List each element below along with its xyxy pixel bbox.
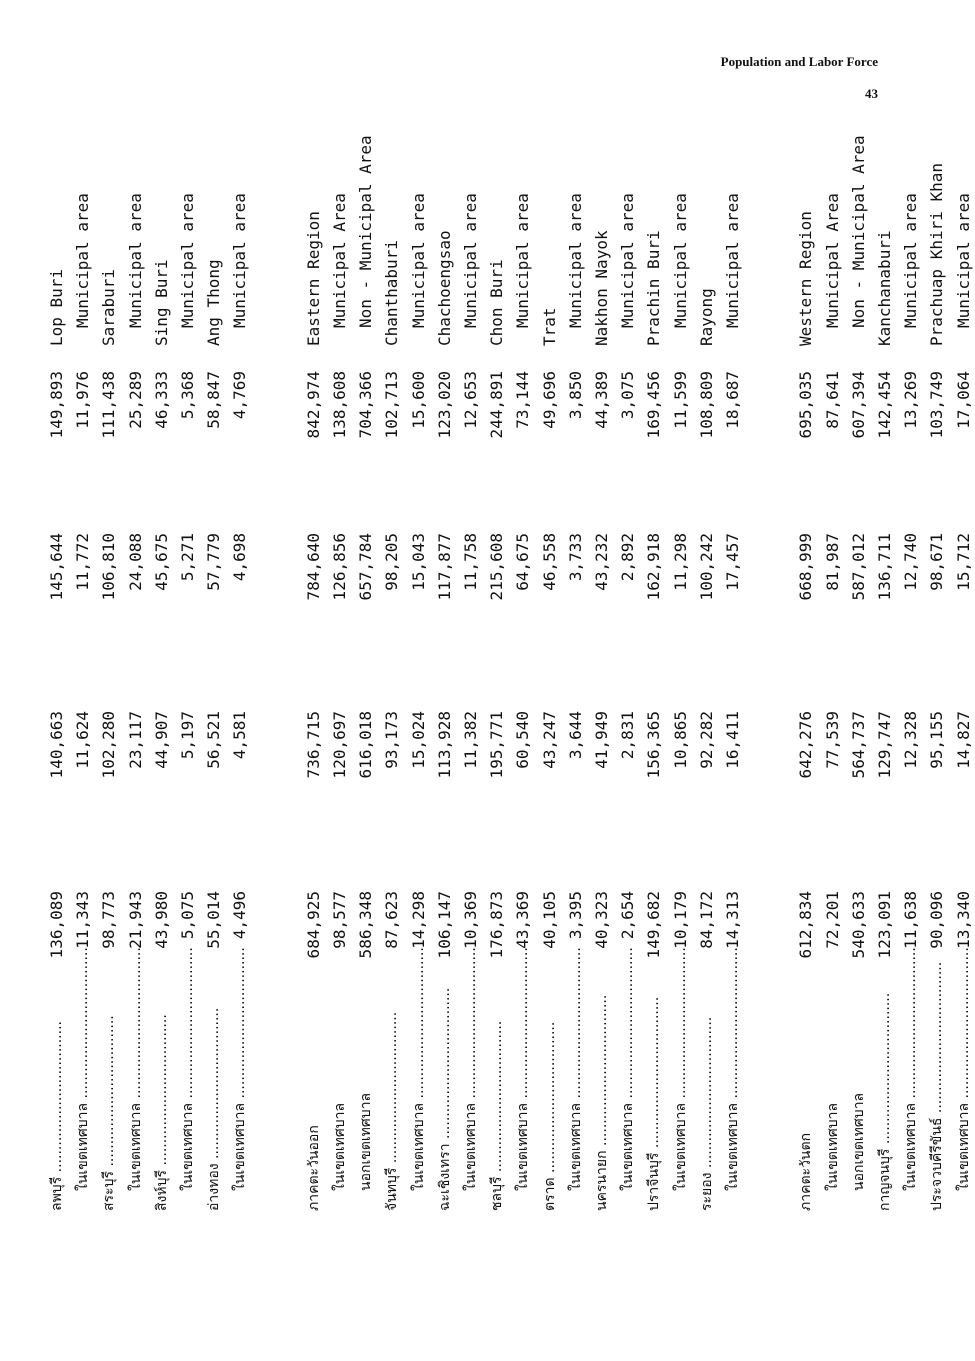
english-label: Non - Municipal Area: [848, 135, 868, 328]
value-cell: 103,749: [927, 371, 947, 439]
value-cell: 98,773: [99, 891, 119, 949]
english-label: Municipal area: [953, 193, 973, 328]
english-label: Non - Municipal Area: [356, 135, 376, 328]
value-cell: 3,850: [565, 371, 585, 420]
value-cell: 56,521: [204, 711, 224, 769]
value-cell: 5,075: [178, 891, 197, 940]
value-cell: 18,687: [722, 371, 742, 429]
value-cell: 98,577: [329, 891, 349, 949]
thai-label: ในเขตเทศบาล ..................................: [127, 947, 144, 1191]
english-label: Prachin Buri: [644, 230, 664, 346]
value-cell: 93,173: [382, 711, 402, 769]
value-cell: 13,340: [953, 891, 973, 949]
thai-label: สิงห์บุรี ..................................: [153, 1014, 170, 1211]
value-cell: 46,333: [151, 371, 171, 429]
value-cell: 2,831: [618, 711, 638, 760]
value-cell: 616,018: [356, 711, 376, 779]
value-cell: 11,624: [73, 711, 93, 769]
value-cell: 704,366: [356, 371, 376, 439]
value-cell: 3,075: [618, 371, 638, 420]
value-cell: 215,608: [487, 533, 507, 601]
value-cell: 120,697: [329, 711, 349, 779]
english-label: Municipal area: [722, 193, 742, 328]
thai-label: ในเขตเทศบาล ..................................: [903, 947, 920, 1191]
thai-label: ฉะเชิงเทรา ..................................: [436, 987, 453, 1211]
value-cell: 3,395: [565, 891, 585, 940]
thai-label: ในเขตเทศบาล ..................................: [672, 947, 689, 1191]
value-cell: 43,980: [151, 891, 171, 949]
thai-label: ในเขตเทศบาล ..................................: [955, 947, 972, 1191]
value-cell: 87,641: [822, 371, 842, 429]
value-cell: 5,197: [178, 711, 197, 760]
value-cell: 784,640: [303, 533, 323, 601]
value-cell: 15,024: [408, 711, 428, 769]
value-cell: 3,733: [565, 533, 585, 582]
value-cell: 13,269: [901, 371, 921, 429]
english-label: Municipal area: [901, 193, 921, 328]
value-cell: 113,928: [434, 711, 454, 779]
value-cell: 16,411: [722, 711, 742, 769]
english-label: Rayong: [696, 288, 716, 346]
value-cell: 587,012: [848, 533, 868, 601]
thai-label: ในเขตเทศบาล: [331, 1102, 348, 1191]
value-cell: 11,772: [73, 533, 93, 591]
value-cell: 14,827: [953, 711, 973, 769]
value-cell: 77,539: [822, 711, 842, 769]
english-label: Eastern Region: [303, 211, 323, 346]
thai-label: ตราด ..................................: [541, 1021, 558, 1211]
value-cell: 149,893: [47, 371, 66, 439]
value-cell: 657,784: [356, 533, 376, 601]
thai-label: ในเขตเทศบาล: [824, 1102, 841, 1191]
value-cell: 540,633: [848, 891, 868, 959]
value-cell: 695,035: [796, 371, 816, 439]
value-cell: 586,348: [356, 891, 376, 959]
value-cell: 244,891: [487, 371, 507, 439]
value-cell: 4,769: [230, 371, 250, 420]
english-label: Chachoengsao: [434, 230, 454, 346]
value-cell: 4,581: [230, 711, 250, 760]
value-cell: 25,289: [125, 371, 145, 429]
value-cell: 195,771: [487, 711, 507, 779]
value-cell: 23,117: [125, 711, 145, 769]
value-cell: 142,454: [874, 371, 894, 439]
value-cell: 668,999: [796, 533, 816, 601]
value-cell: 12,653: [460, 371, 480, 429]
value-cell: 15,712: [953, 533, 973, 591]
thai-label: ในเขตเทศบาล ..................................: [180, 947, 196, 1191]
value-cell: 126,856: [329, 533, 349, 601]
english-label: Western Region: [796, 211, 816, 346]
value-cell: 5,368: [178, 371, 197, 420]
value-cell: 95,155: [927, 711, 947, 769]
value-cell: 156,365: [644, 711, 664, 779]
english-label: Municipal area: [565, 193, 585, 328]
value-cell: 24,088: [125, 533, 145, 591]
english-label: Lop Buri: [47, 268, 66, 346]
value-cell: 49,696: [539, 371, 559, 429]
thai-label: ในเขตเทศบาล ..................................: [75, 947, 92, 1191]
thai-label: ชลบุรี ..................................: [489, 1020, 506, 1211]
value-cell: 17,064: [953, 371, 973, 429]
english-label: Municipal area: [618, 193, 638, 328]
value-cell: 11,976: [73, 371, 93, 429]
value-cell: 41,949: [591, 711, 611, 769]
value-cell: 43,369: [513, 891, 533, 949]
value-cell: 138,608: [329, 371, 349, 439]
english-label: Municipal Area: [822, 193, 842, 328]
value-cell: 55,014: [204, 891, 224, 949]
thai-label: กาญจนบุรี ..................................: [876, 992, 893, 1211]
thai-label: นอกเขตเทศบาล: [850, 1092, 867, 1191]
english-label: Chanthaburi: [382, 240, 402, 346]
english-label: Municipal area: [513, 193, 533, 328]
english-label: Ang Thong: [204, 259, 224, 346]
english-label: Municipal Area: [329, 193, 349, 328]
value-cell: 14,298: [408, 891, 428, 949]
value-cell: 72,201: [822, 891, 842, 949]
value-cell: 136,711: [874, 533, 894, 601]
value-cell: 106,810: [99, 533, 119, 601]
english-label: Chon Buri: [487, 259, 507, 346]
value-cell: 73,144: [513, 371, 533, 429]
value-cell: 40,105: [539, 891, 559, 949]
value-cell: 43,247: [539, 711, 559, 769]
english-label: Municipal area: [125, 193, 145, 328]
value-cell: 145,644: [47, 533, 66, 601]
thai-label: ในเขตเทศบาล ..................................: [620, 947, 637, 1191]
thai-label: ในเขตเทศบาล ..................................: [462, 947, 479, 1191]
value-cell: 12,740: [901, 533, 921, 591]
thai-label: จันทบุรี ..................................: [384, 1011, 401, 1211]
value-cell: 12,328: [901, 711, 921, 769]
english-label: Municipal area: [230, 193, 250, 328]
value-cell: 11,758: [460, 533, 480, 591]
value-cell: 123,091: [874, 891, 894, 959]
value-cell: 11,382: [460, 711, 480, 769]
english-label: Municipal area: [73, 193, 93, 328]
value-cell: 46,558: [539, 533, 559, 591]
value-cell: 149,682: [644, 891, 664, 959]
value-cell: 169,456: [644, 371, 664, 439]
english-label: Sing Buri: [151, 259, 171, 346]
english-label: Prachuap Khiri Khan: [927, 162, 947, 346]
value-cell: 11,298: [670, 533, 690, 591]
value-cell: 129,747: [874, 711, 894, 779]
value-cell: 60,540: [513, 711, 533, 769]
page-number: 43: [865, 86, 878, 101]
english-label: Municipal area: [408, 193, 428, 328]
thai-label: ในเขตเทศบาล ..................................: [232, 947, 249, 1191]
thai-label: ภาคตะวันออก: [305, 1125, 322, 1211]
thai-label: ภาคตะวันตก: [798, 1132, 815, 1211]
value-cell: 15,043: [408, 533, 428, 591]
value-cell: 111,438: [99, 371, 119, 439]
thai-label: ในเขตเทศบาล ..................................: [567, 947, 584, 1191]
value-cell: 40,323: [591, 891, 611, 949]
value-cell: 81,987: [822, 533, 842, 591]
thai-label: นครนายก ..................................: [593, 994, 610, 1211]
value-cell: 92,282: [696, 711, 716, 769]
thai-label: ลพบุรี ..................................: [49, 1021, 65, 1211]
value-cell: 90,096: [927, 891, 947, 949]
english-label: Municipal area: [178, 193, 197, 328]
value-cell: 44,389: [591, 371, 611, 429]
value-cell: 612,834: [796, 891, 816, 959]
value-cell: 2,892: [618, 533, 638, 582]
value-cell: 58,847: [204, 371, 224, 429]
value-cell: 14,313: [722, 891, 742, 949]
value-cell: 100,242: [696, 533, 716, 601]
value-cell: 842,974: [303, 371, 323, 439]
value-cell: 98,205: [382, 533, 402, 591]
value-cell: 87,623: [382, 891, 402, 949]
value-cell: 44,907: [151, 711, 171, 769]
value-cell: 84,172: [696, 891, 716, 949]
value-cell: 736,715: [303, 711, 323, 779]
thai-label: ปราจีนบุรี ..................................: [646, 996, 663, 1211]
page-header-title: Population and Labor Force: [720, 54, 878, 69]
value-cell: 43,232: [591, 533, 611, 591]
value-cell: 3,644: [565, 711, 585, 760]
value-cell: 4,698: [230, 533, 250, 582]
value-cell: 11,343: [73, 891, 93, 949]
value-cell: 5,271: [178, 533, 197, 582]
value-cell: 117,877: [434, 533, 454, 601]
value-cell: 4,496: [230, 891, 250, 940]
thai-label: ในเขตเทศบาล ..................................: [724, 947, 741, 1191]
value-cell: 11,638: [901, 891, 921, 949]
value-cell: 642,276: [796, 711, 816, 779]
value-cell: 98,671: [927, 533, 947, 591]
thai-label: ประจวบคีรีขันธ์ ..................................: [929, 961, 946, 1211]
value-cell: 140,663: [47, 711, 66, 779]
value-cell: 102,713: [382, 371, 402, 439]
value-cell: 64,675: [513, 533, 533, 591]
value-cell: 684,925: [303, 891, 323, 959]
value-cell: 176,873: [487, 891, 507, 959]
english-label: Kanchanaburi: [874, 230, 894, 346]
value-cell: 123,020: [434, 371, 454, 439]
value-cell: 607,394: [848, 371, 868, 439]
thai-label: อ่างทอง ..................................: [206, 1007, 223, 1211]
value-cell: 10,865: [670, 711, 690, 769]
value-cell: 21,943: [125, 891, 145, 949]
english-label: Trat: [539, 307, 559, 346]
value-cell: 564,737: [848, 711, 868, 779]
value-cell: 17,457: [722, 533, 742, 591]
value-cell: 11,599: [670, 371, 690, 429]
value-cell: 10,179: [670, 891, 690, 949]
value-cell: 10,369: [460, 891, 480, 949]
value-cell: 2,654: [618, 891, 638, 940]
value-cell: 108,809: [696, 371, 716, 439]
value-cell: 106,147: [434, 891, 454, 959]
thai-label: สระบุรี ..................................: [101, 1015, 118, 1211]
english-label: Municipal area: [460, 193, 480, 328]
value-cell: 136,089: [47, 891, 66, 959]
thai-label: ในเขตเทศบาล ..................................: [515, 947, 532, 1191]
thai-label: นอกเขตเทศบาล: [358, 1092, 375, 1191]
value-cell: 57,779: [204, 533, 224, 591]
english-label: Nakhon Nayok: [591, 230, 611, 346]
thai-label: ในเขตเทศบาล ..................................: [410, 947, 427, 1191]
english-label: Saraburi: [99, 268, 119, 346]
value-cell: 102,280: [99, 711, 119, 779]
value-cell: 15,600: [408, 371, 428, 429]
thai-label: ระยอง ..................................: [698, 1016, 715, 1211]
value-cell: 162,918: [644, 533, 664, 601]
english-label: Municipal area: [670, 193, 690, 328]
value-cell: 45,675: [151, 533, 171, 591]
